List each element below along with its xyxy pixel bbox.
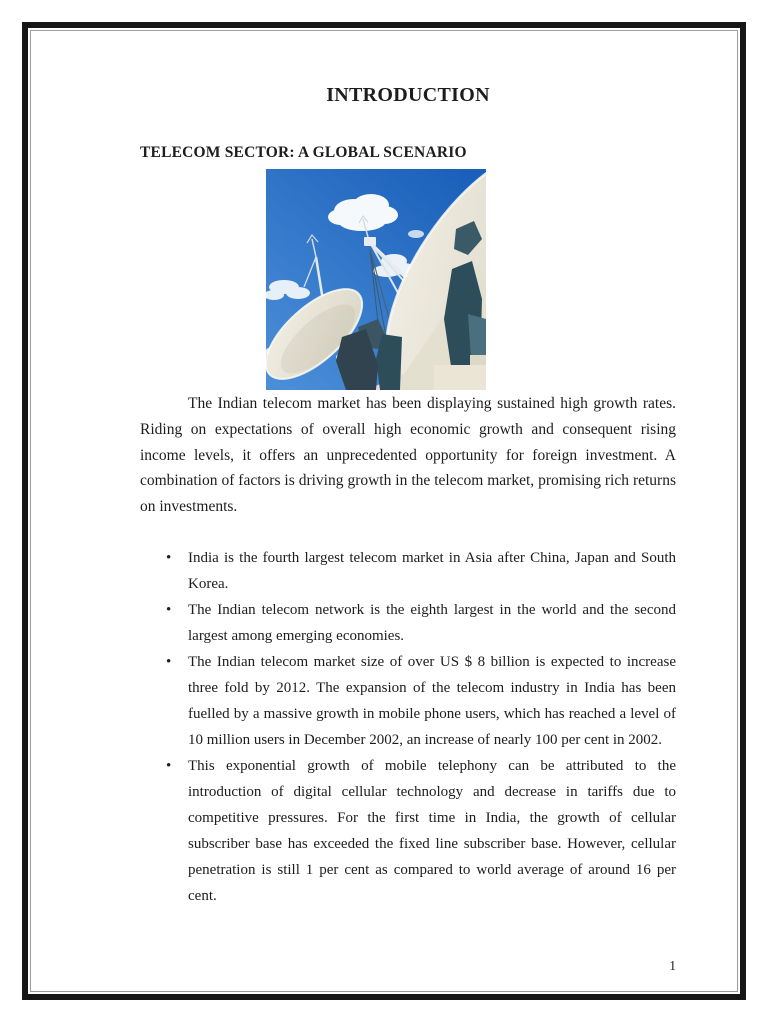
- section-heading: TELECOM SECTOR: A GLOBAL SCENARIO: [140, 144, 467, 161]
- satellite-dishes-illustration: [266, 169, 486, 390]
- bullet-list: [140, 545, 676, 909]
- bullet-item: • The Indian telecom market size of over US $ 8 billion is expected to increase three fold by 2012. The expansion of the telecom industry in India has been fuelled by a massive growth in mobile phone users, which has reached a level of 10 million users in December 2002, an increase of nearly 100 per cent in 2002.: [140, 649, 676, 753]
- bullet-item: • India is the fourth largest telecom market in Asia after China, Japan and South Korea.: [140, 545, 676, 597]
- satellite-dishes-photo: [266, 169, 486, 390]
- page-number: 1: [669, 958, 676, 973]
- page-content: [140, 0, 676, 1024]
- page-title: INTRODUCTION: [326, 84, 490, 106]
- bullet-item: • This exponential growth of mobile telephony can be attributed to the introduction of digital cellular technology and decrease in tariffs due to competitive pressures. For the first time in India, the growth of cellular subscriber base has exceeded the fixed line subscriber base. However, cellular penetration is still 1 per cent as compared to world average of around 16 per cent.: [140, 753, 676, 909]
- intro-paragraph: The Indian telecom market has been displaying sustained high growth rates. Riding on expectations of overall high economic growth and consequent rising income levels, it offers an unprecedented opportunity for foreign investment. A combination of factors is driving growth in the telecom market, promising rich returns on investments.: [140, 395, 676, 516]
- bullet-item: • The Indian telecom network is the eighth largest in the world and the second largest among emerging economies.: [140, 597, 676, 649]
